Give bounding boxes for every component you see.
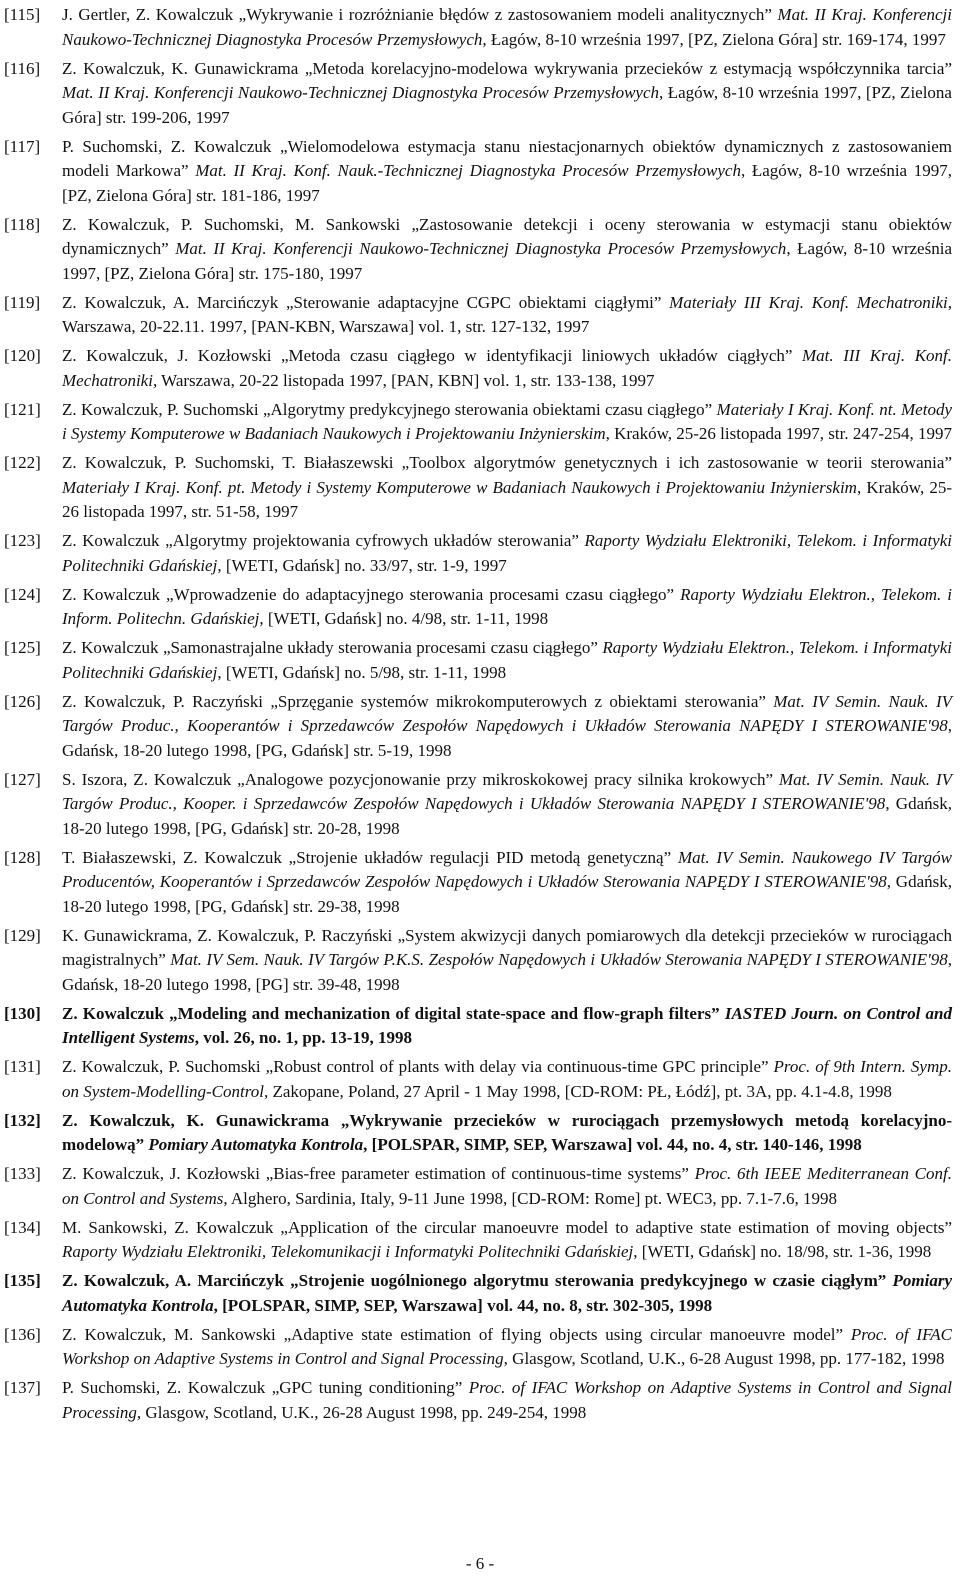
reference-entry: [4, 690, 952, 764]
reference-entry: [4, 3, 952, 52]
page-number: - 6 -: [465, 1554, 495, 1573]
reference-entry: [4, 1002, 952, 1051]
reference-segment: , Kraków, 25-26 listopada 1997, str. 247-254, 1997: [605, 424, 953, 443]
reference-entry: [4, 1055, 952, 1104]
reference-segment: Z. Kowalczuk, J. Kozłowski „Bias-free parameter estimation of continuous-time systems”: [62, 1164, 695, 1183]
reference-entry: [4, 1323, 952, 1372]
reference-text: [62, 5, 952, 49]
reference-source: Proc. of 9th Intern. Symp. on System-Modelling-Control: [62, 1057, 952, 1101]
reference-number: [134]: [4, 1217, 41, 1237]
reference-text: [62, 1325, 952, 1369]
reference-segment: Z. Kowalczuk, K. Gunawickrama „Metoda korelacyjno-modelowa wykrywania przecieków z estymacją współczynnika tarcia”: [62, 58, 952, 78]
reference-text: [62, 1378, 952, 1422]
reference-number: [121]: [4, 399, 41, 419]
reference-source: Mat. II Kraj. Konferencji Naukowo-Technicznej Diagnostyka Procesów Przemysłowych: [62, 5, 952, 49]
reference-source: Raporty Wydziału Elektron., Telekom. i Inform. Politechn. Gdańskiej: [62, 584, 953, 628]
reference-source: Proc. 6th IEEE Mediterranean Conf. on Control and Systems: [62, 1164, 952, 1208]
reference-number: [133]: [4, 1164, 41, 1183]
reference-segment: Z. Kowalczuk „Algorytmy projektowania cyfrowych układów sterowania”: [62, 531, 585, 550]
reference-list: [4, 3, 952, 1430]
reference-source: Mat. IV Semin. Nauk. IV Targów Produc., Kooperantów i Sprzedawców Zespołów Napędowych i Układów Sterowania NAPĘDY I STEROWANIE'98: [62, 691, 952, 735]
reference-source: Mat. II Kraj. Konferencji Naukowo-Technicznej Diagnostyka Procesów Przemysłowych: [175, 239, 787, 258]
reference-segment: , Alghero, Sardinia, Italy, 9-11 June 1998, [CD-ROM: Rome] pt. WEC3, pp. 7.1-7.6, 1998: [223, 1188, 838, 1208]
reference-segment: J. Gertler, Z. Kowalczuk „Wykrywanie i rozróżnianie błędów z zastosowaniem modeli analitycznych”: [62, 5, 778, 24]
reference-number: [123]: [4, 531, 41, 550]
reference-source: Proc. of IFAC Workshop on Adaptive Systems in Control and Signal Processing: [62, 1378, 952, 1422]
reference-text: [62, 137, 952, 205]
reference-segment: , [WETI, Gdańsk] no. 4/98, str. 1-11, 1998: [259, 609, 549, 628]
reference-source: Mat. II Kraj. Konferencji Naukowo-Technicznej Diagnostyka Procesów Przemysłowych: [62, 83, 659, 102]
reference-segment: Z. Kowalczuk, K. Gunawickrama „Wykrywanie przecieków w rurociągach przemysłowych metodą korelacyjno-modelową”: [62, 1110, 952, 1154]
reference-segment: , Gdańsk, 18-20 lutego 1998, [PG, Gdańsk] str. 20-28, 1998: [62, 794, 952, 838]
reference-number: [116]: [4, 58, 41, 78]
reference-entry: [4, 768, 952, 842]
reference-source: Proc. of IFAC Workshop on Adaptive Systems in Control and Signal Processing: [62, 1324, 952, 1368]
reference-number: [129]: [4, 925, 41, 945]
reference-text: [62, 1057, 952, 1101]
reference-segment: , Łagów, 8-10 września 1997, [PZ, Zielona Góra] str. 181-186, 1997: [62, 161, 952, 205]
reference-text: [62, 453, 952, 521]
reference-text: [62, 400, 952, 444]
reference-number: [122]: [4, 453, 41, 472]
reference-number: [126]: [4, 691, 41, 711]
reference-segment: , Gdańsk, 18-20 lutego 1998, [PG, Gdańsk] str. 29-38, 1998: [62, 872, 952, 916]
reference-number: [124]: [4, 584, 41, 604]
reference-segment: , vol. 26, no. 1, pp. 13-19, 1998: [194, 1028, 412, 1047]
reference-segment: M. Sankowski, Z. Kowalczuk „Application of the circular manoeuvre model to adaptive state estimation of moving objects”: [62, 1217, 952, 1237]
reference-source: Materiały III Kraj. Konf. Mechatroniki: [669, 292, 948, 312]
reference-entry: [4, 846, 952, 920]
reference-source: IASTED Journ. on Control and Intelligent Systems: [62, 1003, 952, 1047]
reference-source: Raporty Wydziału Elektron., Telekom. i Informatyki Politechniki Gdańskiej: [62, 638, 952, 682]
reference-entry: [4, 451, 952, 525]
reference-segment: , [POLSPAR, SIMP, SEP, Warszawa] vol. 44, no. 8, str. 302-305, 1998: [213, 1295, 713, 1315]
reference-number: [118]: [4, 214, 41, 234]
reference-entry: [4, 529, 952, 578]
reference-text: [62, 215, 952, 283]
reference-segment: Z. Kowalczuk, P. Suchomski, T. Białaszewski „Toolbox algorytmów genetycznych i ich zastosowanie w teorii sterowania”: [62, 453, 952, 472]
reference-entry: [4, 1162, 952, 1211]
reference-source: Mat. IV Sem. Nauk. IV Targów P.K.S. Zespołów Napędowych i Układów Sterowania NAPĘDY I STEROWANIE'98: [170, 950, 948, 969]
reference-source: Materiały I Kraj. Konf. pt. Metody i Systemy Komputerowe w Badaniach Naukowych i Projektowaniu Inżynierskim: [62, 477, 857, 497]
reference-segment: , [WETI, Gdańsk] no. 18/98, str. 1-36, 1998: [633, 1242, 932, 1261]
reference-entry: [4, 1216, 952, 1265]
reference-segment: Z. Kowalczuk, J. Kozłowski „Metoda czasu ciągłego w identyfikacji liniowych układów ciągłych”: [62, 346, 803, 365]
reference-segment: K. Gunawickrama, Z. Kowalczuk, P. Raczyński „System akwizycji danych pomiarowych dla detekcji przecieków w rurociągach magistralnych”: [62, 925, 952, 969]
reference-segment: , Warszawa, 20-22 listopada 1997, [PAN, KBN] vol. 1, str. 133-138, 1997: [152, 370, 655, 390]
reference-segment: , Glasgow, Scotland, U.K., 6-28 August 1998, pp. 177-182, 1998: [503, 1349, 945, 1368]
reference-text: [62, 770, 952, 838]
reference-segment: P. Suchomski, Z. Kowalczuk „Wielomodelowa estymacja stanu niestacjonarnych obiektów dynamicznych z zastosowaniem modeli Markowa”: [62, 136, 952, 180]
reference-text: [62, 638, 952, 682]
reference-text: [62, 346, 952, 390]
reference-segment: P. Suchomski, Z. Kowalczuk „GPC tuning conditioning”: [62, 1378, 469, 1397]
reference-segment: Z. Kowalczuk, M. Sankowski „Adaptive state estimation of flying objects using circular manoeuvre model”: [62, 1324, 851, 1344]
reference-number: [117]: [4, 136, 41, 156]
reference-entry: [4, 57, 952, 131]
reference-entry: [4, 213, 952, 287]
reference-text: [62, 531, 952, 575]
reference-source: Mat. III Kraj. Konf. Mechatroniki: [62, 346, 953, 390]
reference-text: [62, 1004, 952, 1048]
reference-segment: T. Białaszewski, Z. Kowalczuk „Strojenie układów regulacji PID metodą genetyczną”: [62, 847, 678, 867]
reference-text: [62, 848, 952, 916]
reference-entry: [4, 1269, 952, 1318]
reference-number: [125]: [4, 638, 41, 657]
reference-segment: , Kraków, 25-26 listopada 1997, str. 51-58, 1997: [62, 477, 952, 521]
reference-segment: Z. Kowalczuk „Wprowadzenie do adaptacyjnego sterowania procesami czasu ciągłego”: [62, 584, 681, 604]
reference-segment: , Gdańsk, 18-20 lutego 1998, [PG, Gdańsk] str. 5-19, 1998: [62, 716, 952, 760]
reference-segment: Z. Kowalczuk „Samonastrajalne układy sterowania procesami czasu ciągłego”: [62, 638, 603, 657]
reference-entry: [4, 636, 952, 685]
reference-entry: [4, 291, 952, 340]
reference-segment: Z. Kowalczuk, P. Suchomski „Algorytmy predykcyjnego sterowania obiektami czasu ciągłego”: [62, 399, 717, 419]
reference-segment: , [WETI, Gdańsk] no. 5/98, str. 1-11, 1998: [217, 662, 507, 682]
reference-source: Mat. II Kraj. Konf. Nauk.-Technicznej Diagnostyka Procesów Przemysłowych: [195, 161, 741, 180]
reference-source: Raporty Wydziału Elektroniki, Telekomunikacji i Informatyki Politechniki Gdańskiej: [62, 1242, 634, 1261]
reference-number: [128]: [4, 847, 41, 867]
reference-segment: S. Iszora, Z. Kowalczuk „Analogowe pozycjonowanie przy mikroskokowej pracy silnika krokowych”: [62, 769, 779, 789]
reference-segment: Z. Kowalczuk, P. Suchomski, M. Sankowski „Zastosowanie detekcji i oceny sterowania w estymacji stanu obiektów dynamicznych”: [62, 214, 952, 258]
reference-segment: Z. Kowalczuk, P. Suchomski „Robust control of plants with delay via continuous-time GPC principle”: [62, 1057, 774, 1076]
reference-segment: , Gdańsk, 18-20 lutego 1998, [PG] str. 39-48, 1998: [62, 950, 952, 994]
reference-number: [127]: [4, 769, 41, 789]
reference-segment: Z. Kowalczuk, P. Raczyński „Sprzęganie systemów mikrokomputerowych z obiektami sterowania”: [62, 691, 774, 711]
reference-number: [120]: [4, 346, 41, 365]
reference-number: [135]: [4, 1271, 41, 1290]
reference-entry: [4, 1109, 952, 1158]
reference-segment: Z. Kowalczuk, A. Marcińczyk „Sterowanie adaptacyjne CGPC obiektami ciągłymi”: [62, 292, 670, 312]
reference-text: [62, 293, 952, 337]
reference-number: [115]: [4, 5, 41, 24]
reference-text: [62, 59, 952, 127]
reference-segment: , [POLSPAR, SIMP, SEP, Warszawa] vol. 44, no. 4, str. 140-146, 1998: [363, 1135, 862, 1154]
reference-number: [131]: [4, 1057, 41, 1076]
reference-number: [137]: [4, 1378, 41, 1397]
reference-entry: [4, 583, 952, 632]
reference-segment: , Warszawa, 20-22.11. 1997, [PAN-KBN, Warszawa] vol. 1, str. 127-132, 1997: [62, 292, 952, 336]
reference-segment: Z. Kowalczuk „Modeling and mechanization of digital state-space and flow-graph filters”: [62, 1003, 725, 1023]
reference-segment: , Zakopane, Poland, 27 April - 1 May 1998, [CD-ROM: PŁ, Łódź], pt. 3A, pp. 4.1-4.8, 1998: [263, 1081, 892, 1101]
reference-entry: [4, 135, 952, 209]
reference-entry: [4, 344, 952, 393]
reference-number: [119]: [4, 292, 41, 312]
reference-number: [132]: [4, 1110, 41, 1130]
reference-segment: , Łagów, 8-10 września 1997, [PZ, Zielona Góra] str. 175-180, 1997: [62, 239, 952, 283]
reference-text: [62, 692, 952, 760]
reference-text: [62, 585, 952, 629]
reference-source: Pomiary Automatyka Kontrola: [62, 1271, 952, 1315]
reference-text: [62, 1271, 952, 1315]
reference-source: Mat. IV Semin. Naukowego IV Targów Producentów, Kooperantów i Sprzedawców Zespołów Napędowych i Układów Sterowania NAPĘDY I STEROWANIE'98: [62, 847, 952, 891]
reference-number: [136]: [4, 1324, 41, 1344]
reference-entry: [4, 924, 952, 998]
reference-segment: Z. Kowalczuk, A. Marcińczyk „Strojenie uogólnionego algorytmu sterowania predykcyjnego w czasie ciągłym”: [62, 1271, 893, 1290]
reference-segment: , [WETI, Gdańsk] no. 33/97, str. 1-9, 1997: [217, 555, 507, 575]
reference-text: [62, 1218, 952, 1262]
reference-source: Pomiary Automatyka Kontrola: [148, 1135, 364, 1154]
reference-text: [62, 1164, 952, 1208]
reference-text: [62, 1111, 952, 1155]
reference-entry: [4, 398, 952, 447]
reference-segment: , Łagów, 8-10 września 1997, [PZ, Zielona Góra] str. 169-174, 1997: [482, 29, 946, 49]
reference-entry: [4, 1376, 952, 1425]
reference-source: Mat. IV Semin. Nauk. IV Targów Produc., Kooper. i Sprzedawców Zespołów Napędowych i Układów Sterowania NAPĘDY I STEROWANIE'98: [62, 769, 952, 813]
reference-source: Raporty Wydziału Elektroniki, Telekom. i Informatyki Politechniki Gdańskiej: [62, 531, 952, 575]
reference-source: Materiały I Kraj. Konf. nt. Metody i Systemy Komputerowe w Badaniach Naukowych i Projektowaniu Inżynierskim: [62, 399, 953, 443]
reference-segment: , Łagów, 8-10 września 1997, [PZ, Zielona Góra] str. 199-206, 1997: [62, 83, 952, 127]
reference-text: [62, 926, 952, 994]
reference-number: [130]: [4, 1003, 41, 1023]
reference-segment: , Glasgow, Scotland, U.K., 26-28 August 1998, pp. 249-254, 1998: [136, 1402, 587, 1422]
